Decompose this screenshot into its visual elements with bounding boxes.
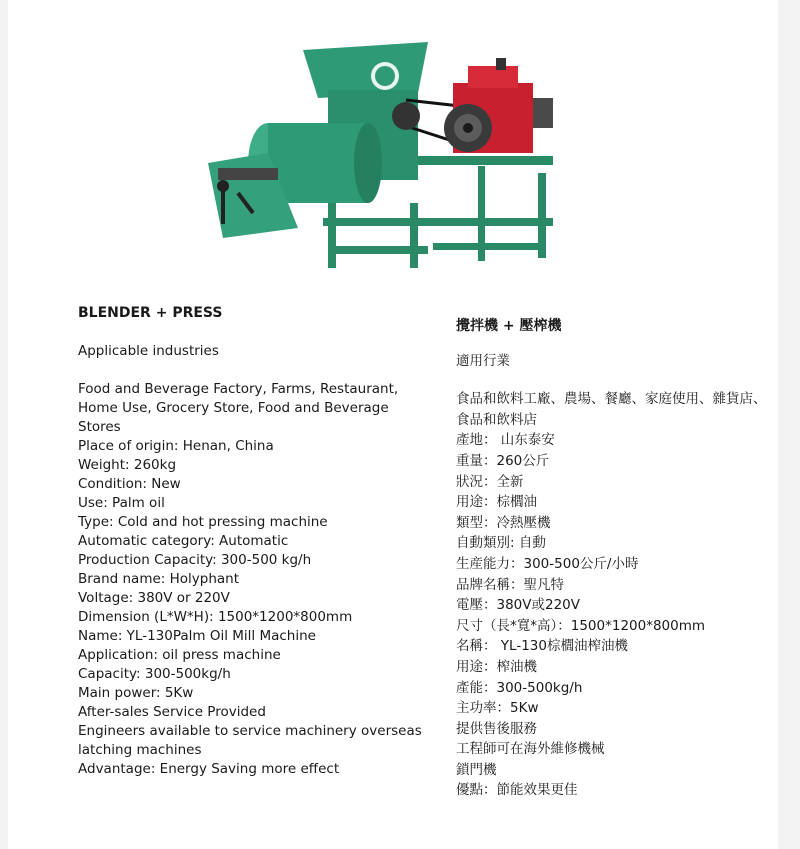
product-photo [178, 28, 568, 278]
english-spec-line: Place of origin: Henan, China [78, 438, 274, 454]
chinese-spec-line: 用途：棕櫚油 [456, 494, 537, 511]
english-spec-line: latching machines [78, 742, 202, 758]
chinese-spec-line: 產地： 山东泰安 [456, 432, 555, 449]
english-spec-line: Capacity: 300-500kg/h [78, 666, 231, 682]
chinese-spec-line: 生産能力：300-500公斤/小時 [456, 555, 639, 572]
chinese-industries-value: 食品和飲料工廠、農場、餐廳、家庭使用、雜貨店、食品和飲料店 [456, 391, 767, 428]
chinese-spec-line: 鎖門機 [456, 761, 497, 778]
english-industries-label: Applicable industries [78, 343, 219, 359]
chinese-spec-line: 名稱： YL-130棕櫚油榨油機 [456, 638, 628, 655]
english-title: BLENDER + PRESS [78, 305, 223, 321]
english-spec-line: Automatic category: Automatic [78, 533, 289, 549]
english-industries-value: Food and Beverage Factory, Farms, Restaurant, Home Use, Grocery Store, Food and Beverage Stores [78, 381, 399, 435]
chinese-spec-line: 用途：榨油機 [456, 658, 537, 675]
chinese-spec-line: 品牌名稱：聖凡特 [456, 576, 564, 593]
english-spec-line: Use: Palm oil [78, 495, 165, 511]
chinese-spec-line: 優點：節能效果更佳 [456, 782, 578, 799]
english-spec-line: Production Capacity: 300-500 kg/h [78, 552, 312, 568]
chinese-spec-line: 產能：300-500kg/h [456, 679, 583, 696]
chinese-spec-line: 主功率：5Kw [456, 700, 539, 717]
chinese-spec-line: 尺寸（長*寬*高）：1500*1200*800mm [456, 617, 706, 634]
chinese-column [456, 316, 776, 801]
chinese-industries-label: 適用行業 [456, 352, 510, 369]
chinese-spec-line: 狀況：全新 [456, 473, 524, 490]
chinese-spec-line: 自動類別: 自動 [456, 535, 546, 552]
english-spec-line: Application: oil press machine [78, 647, 281, 663]
english-spec-line: Advantage: Energy Saving more effect [78, 761, 340, 777]
english-spec-line: Type: Cold and hot pressing machine [78, 514, 328, 530]
chinese-title: 攪拌機 + 壓榨機 [456, 318, 562, 334]
english-spec-line: Engineers available to service machinery overseas [78, 723, 422, 739]
english-spec-line: After-sales Service Provided [78, 704, 266, 720]
chinese-spec-line: 電壓：380V或220V [456, 597, 581, 614]
english-column [78, 304, 423, 779]
english-spec-line: Condition: New [78, 476, 181, 492]
chinese-spec-line: 工程師可在海外維修機械 [456, 741, 605, 758]
product-sheet [8, 0, 778, 849]
chinese-spec-line: 類型：冷熱壓機 [456, 514, 551, 531]
diesel-engine [444, 58, 553, 153]
english-spec-line: Brand name: Holyphant [78, 571, 240, 587]
english-spec-line: Weight: 260kg [78, 457, 177, 473]
english-spec-line: Main power: 5Kw [78, 685, 194, 701]
english-spec-line: Dimension (L*W*H): 1500*1200*800mm [78, 609, 353, 625]
chinese-spec-line: 提供售後服務 [456, 720, 537, 737]
english-spec-line: Name: YL-130Palm Oil Mill Machine [78, 628, 316, 644]
chinese-spec-line: 重量：260公斤 [456, 452, 550, 469]
english-spec-line: Voltage: 380V or 220V [78, 590, 230, 606]
